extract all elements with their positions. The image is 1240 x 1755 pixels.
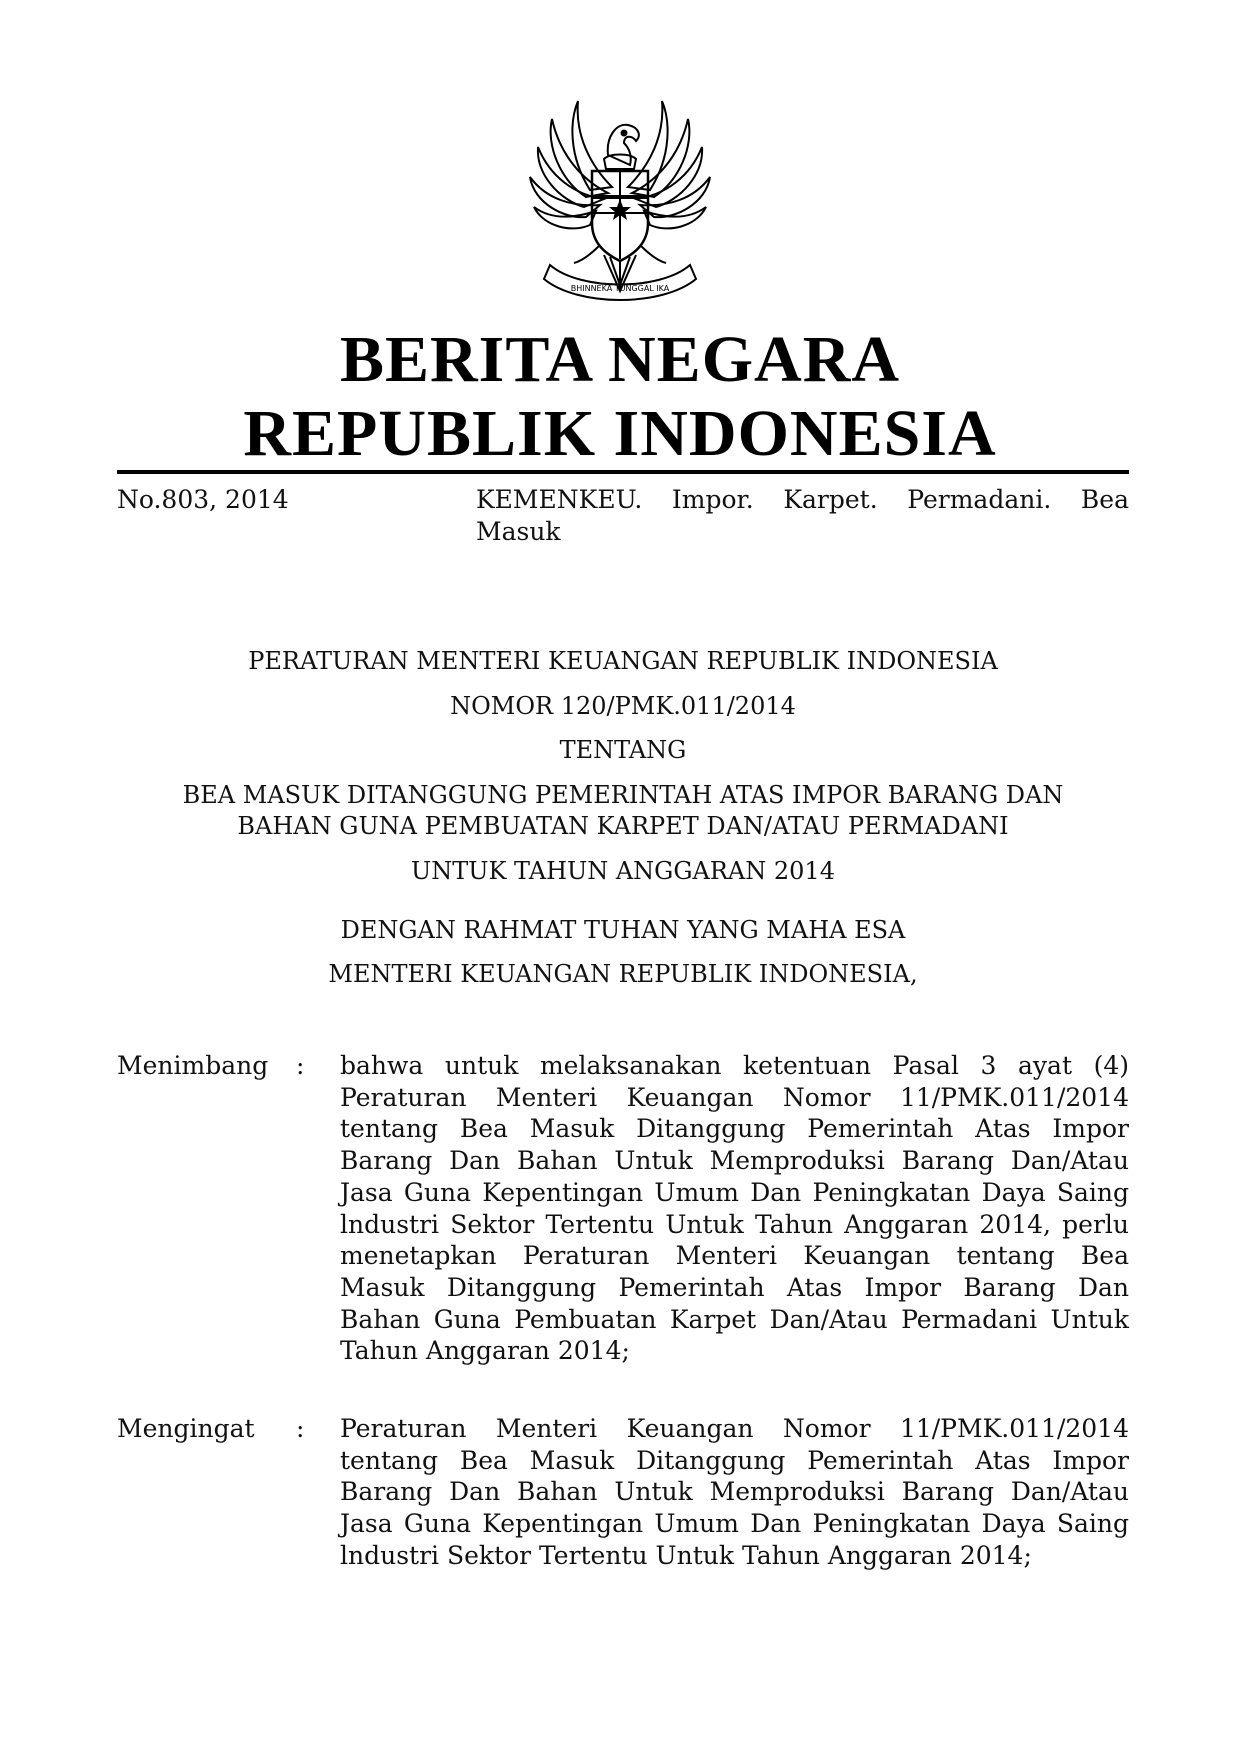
section-label-menimbang: Menimbang bbox=[117, 1051, 269, 1080]
masthead-line1: BERITA NEGARA bbox=[339, 323, 901, 396]
gazette-subject-line1: KEMENKEU. Impor. Karpet. Permadani. Bea bbox=[476, 485, 1129, 514]
gazette-subject-line2: Masuk bbox=[476, 517, 561, 546]
regulation-title: PERATURAN MENTERI KEUANGAN REPUBLIK INDONESIA bbox=[248, 647, 998, 675]
section-colon: : bbox=[296, 1051, 305, 1080]
section-label-mengingat: Mengingat bbox=[117, 1414, 255, 1443]
section-text-mengingat: Peraturan Menteri Keuangan Nomor 11/PMK.011/2014 tentang Bea Masuk Ditanggung Pemerintah Atas Impor Barang Dan Bahan Untuk Memproduksi Barang Dan/Atau Jasa Guna Kepentingan Umum Dan Peningkatan Daya Saing lndustri Sektor Tertentu Untuk Tahun Anggaran 2014; bbox=[340, 1414, 1129, 1570]
section-text-menimbang: bahwa untuk melaksanakan ketentuan Pasal 3 ayat (4) Peraturan Menteri Keuangan Nomor 11/PMK.011/2014 tentang Bea Masuk Ditanggung Pemerintah Atas Impor Barang Dan Bahan Untuk Memproduksi Barang Dan/Atau Jasa Guna Kepentingan Umum Dan Peningkatan Daya Saing lndustri Sektor Tertentu Untuk Tahun Anggaran 2014, perlu menetapkan Peraturan Menteri Keuangan tentang Bea Masuk Ditanggung Pemerintah Atas Impor Barang Dan Bahan Guna Pembuatan Karpet Dan/Atau Permadani Untuk Tahun Anggaran 2014; bbox=[340, 1051, 1129, 1366]
regulation-number: NOMOR 120/PMK.011/2014 bbox=[450, 692, 796, 720]
regulation-subject-line2: BAHAN GUNA PEMBUATAN KARPET DAN/ATAU PERMADANI bbox=[237, 812, 1009, 840]
regulation-about: TENTANG bbox=[559, 736, 687, 764]
issuing-authority: MENTERI KEUANGAN REPUBLIK INDONESIA, bbox=[328, 960, 918, 988]
regulation-year: UNTUK TAHUN ANGGARAN 2014 bbox=[411, 857, 835, 885]
emblem-motto: BHINNEKA TUNGGAL IKA bbox=[570, 284, 670, 293]
masthead-line2: REPUBLIK INDONESIA bbox=[243, 397, 997, 470]
garuda-emblem-svg bbox=[520, 95, 720, 310]
regulation-subject-line1: BEA MASUK DITANGGUNG PEMERINTAH ATAS IMPOR BARANG DAN bbox=[182, 781, 1064, 809]
section-colon: : bbox=[296, 1414, 305, 1443]
gazette-number: No.803, 2014 bbox=[117, 485, 289, 514]
invocation: DENGAN RAHMAT TUHAN YANG MAHA ESA bbox=[340, 916, 906, 944]
garuda-emblem bbox=[520, 95, 720, 310]
masthead-divider bbox=[117, 470, 1129, 474]
